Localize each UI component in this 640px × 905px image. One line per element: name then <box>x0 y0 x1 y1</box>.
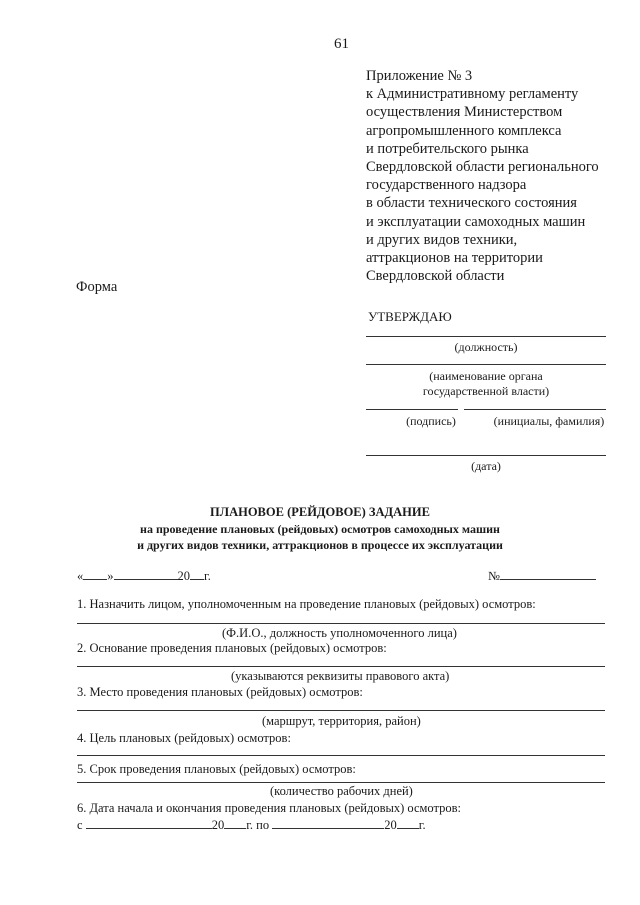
item-3: 3. Место проведения плановых (рейдовых) осмотров: <box>77 685 363 699</box>
item-6-from: с <box>77 818 83 832</box>
appendix-line: и эксплуатации самоходных машин <box>366 213 586 230</box>
day-blank <box>83 568 107 580</box>
item-1: 1. Назначить лицом, уполномоченным на проведение плановых (рейдовых) осмотров: <box>77 597 536 611</box>
authority-line <box>366 364 606 365</box>
document-subtitle-2: и других видов техники, аттракционов в процессе их эксплуатации <box>137 538 503 552</box>
item-1-caption: (Ф.И.О., должность уполномоченного лица) <box>222 626 457 640</box>
number-field <box>488 568 596 584</box>
appendix-line: Свердловской области <box>366 268 505 285</box>
start-date-blank <box>86 817 212 829</box>
appendix-line: осуществления Министерством <box>366 104 563 121</box>
signature-line <box>366 409 458 410</box>
date-line <box>366 455 606 456</box>
item-5-line <box>77 782 605 783</box>
appendix-line: к Административному регламенту <box>366 86 579 103</box>
item-3-line <box>77 710 605 711</box>
appendix-line: агропромышленного комплекса <box>366 122 562 139</box>
start-year-blank <box>224 817 246 829</box>
end-year-blank <box>397 817 419 829</box>
appendix-block <box>366 67 599 285</box>
item-5-caption: (количество рабочих дней) <box>270 784 413 798</box>
item-3-caption: (маршрут, территория, район) <box>262 714 421 728</box>
approve-heading: УТВЕРЖДАЮ <box>368 309 452 324</box>
item-1-line <box>77 623 605 624</box>
appendix-line: и других видов техники, <box>366 231 518 248</box>
item-2: 2. Основание проведения плановых (рейдовых) осмотров: <box>77 641 387 655</box>
item-4-line <box>77 755 605 756</box>
page-number: 61 <box>334 36 349 52</box>
year-prefix: 20 <box>177 569 190 583</box>
appendix-line: в области технического состояния <box>366 195 577 212</box>
item-6-mid: г. по <box>246 818 270 832</box>
appendix-line: аттракционов на территории <box>366 250 543 267</box>
appendix-line: Приложение № 3 <box>366 68 473 84</box>
authority-caption-1: (наименование органа <box>429 369 543 383</box>
end-date-blank <box>272 817 384 829</box>
signature-caption: (подпись) <box>406 414 456 428</box>
document-title: ПЛАНОВОЕ (РЕЙДОВОЕ) ЗАДАНИЕ <box>210 505 430 519</box>
appendix-line: и потребительского рынка <box>366 140 529 157</box>
date-field <box>77 568 211 584</box>
name-line <box>464 409 606 410</box>
appendix-line: Свердловской области регионального <box>366 159 599 176</box>
item-5: 5. Срок проведения плановых (рейдовых) осмотров: <box>77 762 356 776</box>
date-caption: (дата) <box>471 459 501 473</box>
item-4: 4. Цель плановых (рейдовых) осмотров: <box>77 731 291 745</box>
item-2-line <box>77 666 605 667</box>
form-label: Форма <box>76 279 118 295</box>
document-subtitle-1: на проведение плановых (рейдовых) осмотров самоходных машин <box>140 522 500 536</box>
number-blank <box>500 568 596 580</box>
year-blank <box>190 568 204 580</box>
name-caption: (инициалы, фамилия) <box>493 414 605 428</box>
item-6-dates <box>77 817 426 833</box>
open-quote: « <box>77 569 84 583</box>
item-6-year-2: 20 <box>384 818 397 832</box>
appendix-line: государственного надзора <box>366 177 527 194</box>
close-quote: » <box>107 569 114 583</box>
number-sign: № <box>488 569 500 583</box>
item-6-year-1: 20 <box>211 818 225 832</box>
month-blank <box>114 568 178 580</box>
authority-caption-2: государственной власти) <box>422 384 550 398</box>
item-6-end: г. <box>418 818 426 832</box>
item-2-caption: (указываются реквизиты правового акта) <box>231 669 450 683</box>
year-suffix: г. <box>204 569 211 583</box>
position-line <box>366 336 606 337</box>
position-caption: (должность) <box>454 340 518 354</box>
item-6: 6. Дата начала и окончания проведения плановых (рейдовых) осмотров: <box>77 801 462 815</box>
